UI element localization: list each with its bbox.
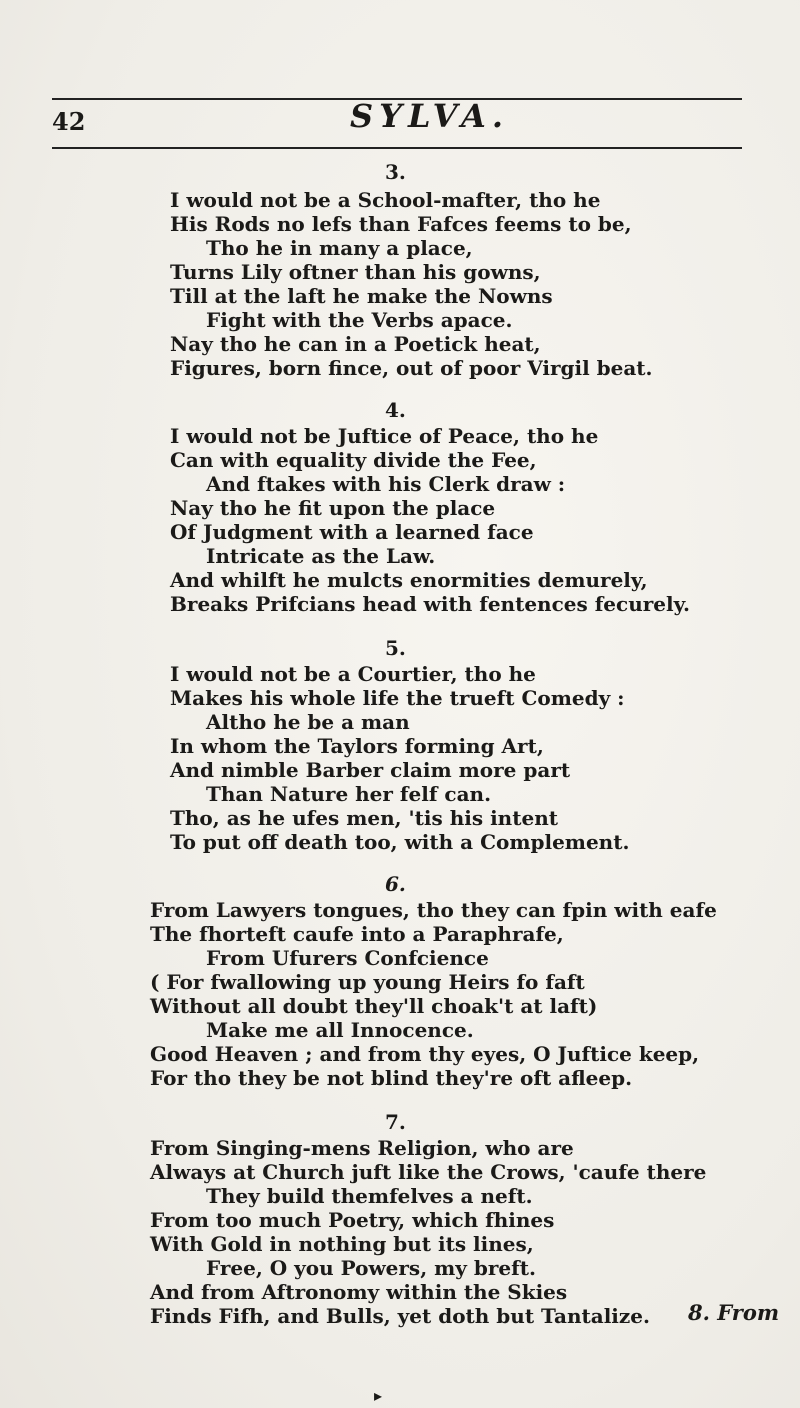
stanza-number: 3.	[385, 160, 406, 184]
verse-line: From Singing-mens Religion, who are	[150, 1136, 574, 1160]
verse-line: Nay tho he fit upon the place	[170, 496, 496, 520]
verse-line: Of Judgment with a learned face	[170, 520, 534, 544]
page-number: 42	[52, 107, 86, 136]
verse-line: His Rods no lefs than Fafces feems to be,	[170, 212, 632, 236]
verse-line: The fhorteft caufe into a Paraphrafe,	[150, 922, 564, 946]
stanza-number: 6.	[385, 872, 406, 896]
verse-line: Tho he in many a place,	[206, 236, 473, 260]
stanza-number: 5.	[385, 636, 406, 660]
verse-line: For tho they be not blind they're oft afleep.	[150, 1066, 633, 1090]
verse-line: From too much Poetry, which fhines	[150, 1208, 555, 1232]
catchword: 8. From	[688, 1300, 780, 1325]
running-title: SYLVA.	[350, 97, 509, 135]
verse-line: I would not be a Courtier, tho he	[170, 662, 536, 686]
verse-line: Finds Fifh, and Bulls, yet doth but Tantalize.	[150, 1304, 650, 1328]
verse-line: Always at Church juft like the Crows, 'caufe there	[150, 1160, 707, 1184]
verse-line: Without all doubt they'll choak't at laft)	[150, 994, 598, 1018]
verse-line: Nay tho he can in a Poetick heat,	[170, 332, 541, 356]
verse-line: Till at the laft he make the Nowns	[170, 284, 553, 308]
verse-line: Make me all Innocence.	[206, 1018, 474, 1042]
stanza-number: 4.	[385, 398, 406, 422]
verse-line: Free, O you Powers, my breft.	[206, 1256, 536, 1280]
verse-line: From Ufurers Confcience	[206, 946, 489, 970]
verse-line: ( For fwallowing up young Heirs fo faft	[150, 970, 585, 994]
verse-line: And whilft he mulcts enormities demurely,	[170, 568, 648, 592]
signature-mark: ▸	[374, 1386, 383, 1405]
verse-line: Good Heaven ; and from thy eyes, O Juftice keep,	[150, 1042, 700, 1066]
verse-line: Turns Lily oftner than his gowns,	[170, 260, 541, 284]
stanza-number: 7.	[385, 1110, 406, 1134]
verse-line: Intricate as the Law.	[206, 544, 436, 568]
verse-line: And ftakes with his Clerk draw :	[206, 472, 566, 496]
verse-line: And nimble Barber claim more part	[170, 758, 571, 782]
verse-line: Altho he be a man	[206, 710, 410, 734]
verse-line: From Lawyers tongues, tho they can fpin with eafe	[150, 898, 717, 922]
verse-line: Can with equality divide the Fee,	[170, 448, 537, 472]
header-rule-bottom	[52, 147, 742, 149]
verse-line: Breaks Prifcians head with fentences fecurely.	[170, 592, 690, 616]
verse-line: They build themfelves a neft.	[206, 1184, 533, 1208]
verse-line: With Gold in nothing but its lines,	[150, 1232, 534, 1256]
verse-line: Tho, as he ufes men, 'tis his intent	[170, 806, 558, 830]
verse-line: Than Nature her felf can.	[206, 782, 492, 806]
verse-line: Figures, born fince, out of poor Virgil beat.	[170, 356, 653, 380]
verse-line: In whom the Taylors forming Art,	[170, 734, 544, 758]
verse-line: To put off death too, with a Complement.	[170, 830, 630, 854]
verse-line: And from Aftronomy within the Skies	[150, 1280, 568, 1304]
verse-line: I would not be a School-mafter, tho he	[170, 188, 601, 212]
verse-line: Makes his whole life the trueft Comedy :	[170, 686, 625, 710]
verse-line: Fight with the Verbs apace.	[206, 308, 513, 332]
page-header	[40, 85, 740, 145]
verse-line: I would not be Juftice of Peace, tho he	[170, 424, 599, 448]
